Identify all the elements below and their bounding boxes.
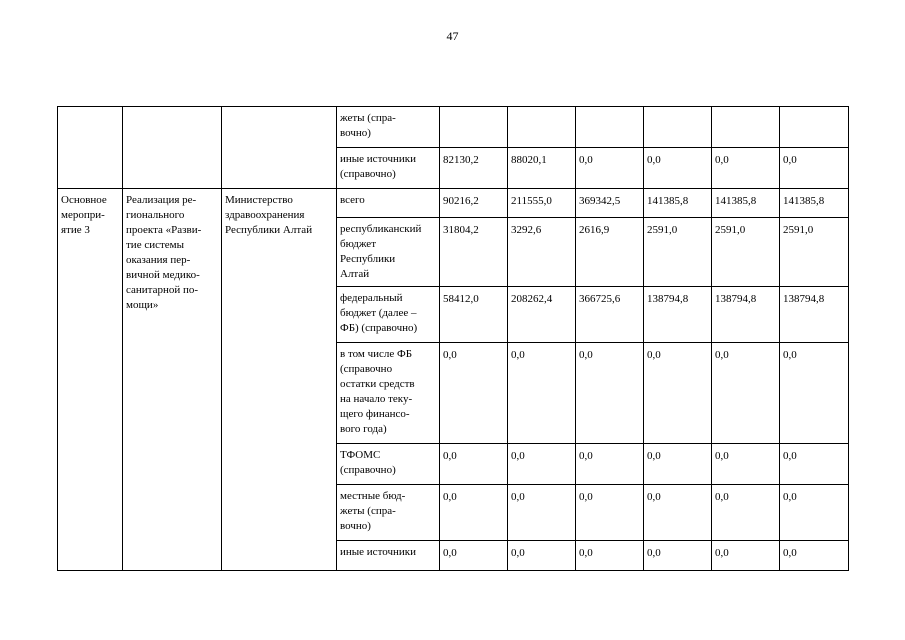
cell-value: 141385,8 <box>712 189 780 218</box>
cell-value: 0,0 <box>508 444 576 485</box>
cell-value: 0,0 <box>508 343 576 444</box>
cell-value: 138794,8 <box>644 287 712 343</box>
cell-value: 0,0 <box>712 541 780 571</box>
cell-value: 138794,8 <box>712 287 780 343</box>
cell-value: 0,0 <box>780 541 849 571</box>
cell-value: 0,0 <box>712 485 780 541</box>
cell-value: 0,0 <box>644 343 712 444</box>
cell-source: федеральный бюджет (далее – ФБ) (справочно) <box>337 287 440 343</box>
cell-value: 0,0 <box>712 444 780 485</box>
cell-source: иные источники <box>337 541 440 571</box>
cell-value: 138794,8 <box>780 287 849 343</box>
cell-value: 141385,8 <box>780 189 849 218</box>
cell-event-type: Основное меропри- ятие 3 <box>58 189 123 571</box>
cell-value: 0,0 <box>780 148 849 189</box>
cell-value: 0,0 <box>576 444 644 485</box>
cell-value: 88020,1 <box>508 148 576 189</box>
cell-value: 58412,0 <box>440 287 508 343</box>
cell-value <box>576 107 644 148</box>
cell-value: 0,0 <box>508 541 576 571</box>
cell-value: 3292,6 <box>508 218 576 287</box>
cell-value: 0,0 <box>644 541 712 571</box>
cell-value: 0,0 <box>508 485 576 541</box>
cell-value <box>440 107 508 148</box>
cell-event-type-cont <box>58 107 123 189</box>
cell-value: 0,0 <box>780 444 849 485</box>
cell-value: 208262,4 <box>508 287 576 343</box>
cell-value: 0,0 <box>576 541 644 571</box>
cell-value: 0,0 <box>576 148 644 189</box>
cell-value: 0,0 <box>712 148 780 189</box>
cell-value: 31804,2 <box>440 218 508 287</box>
cell-event-name-cont <box>123 107 222 189</box>
cell-value <box>780 107 849 148</box>
budget-table <box>57 106 849 571</box>
cell-value: 2591,0 <box>644 218 712 287</box>
cell-value <box>644 107 712 148</box>
cell-source: всего <box>337 189 440 218</box>
page-number: 47 <box>446 29 459 43</box>
cell-source: иные источники (справочно) <box>337 148 440 189</box>
table-row <box>58 189 849 218</box>
table-row <box>58 107 849 148</box>
cell-source: местные бюд- жеты (спра- вочно) <box>337 485 440 541</box>
cell-value: 2616,9 <box>576 218 644 287</box>
cell-value: 0,0 <box>712 343 780 444</box>
cell-value: 0,0 <box>644 148 712 189</box>
cell-value: 0,0 <box>644 485 712 541</box>
cell-value: 0,0 <box>440 541 508 571</box>
cell-executor-cont <box>222 107 337 189</box>
cell-value: 0,0 <box>440 485 508 541</box>
cell-source: ТФОМС (справочно) <box>337 444 440 485</box>
cell-value: 0,0 <box>780 343 849 444</box>
cell-source: жеты (спра- вочно) <box>337 107 440 148</box>
cell-value: 0,0 <box>644 444 712 485</box>
cell-value: 0,0 <box>576 343 644 444</box>
cell-value <box>508 107 576 148</box>
cell-value: 2591,0 <box>712 218 780 287</box>
cell-value: 141385,8 <box>644 189 712 218</box>
cell-value: 0,0 <box>780 485 849 541</box>
cell-executor: Министерство здравоохранения Республики Алтай <box>222 189 337 571</box>
cell-value: 0,0 <box>576 485 644 541</box>
cell-value: 369342,5 <box>576 189 644 218</box>
cell-value: 90216,2 <box>440 189 508 218</box>
cell-event-name: Реализация ре- гионального проекта «Разви- тие системы оказания пер- вичной медико- санитарной по- мощи» <box>123 189 222 571</box>
cell-value: 0,0 <box>440 444 508 485</box>
cell-value <box>712 107 780 148</box>
cell-source: в том числе ФБ (справочно остатки средств на начало теку- щего финансо- вого года) <box>337 343 440 444</box>
cell-value: 211555,0 <box>508 189 576 218</box>
cell-value: 82130,2 <box>440 148 508 189</box>
cell-value: 0,0 <box>440 343 508 444</box>
cell-source: республиканский бюджет Республики Алтай <box>337 218 440 287</box>
cell-value: 366725,6 <box>576 287 644 343</box>
cell-value: 2591,0 <box>780 218 849 287</box>
